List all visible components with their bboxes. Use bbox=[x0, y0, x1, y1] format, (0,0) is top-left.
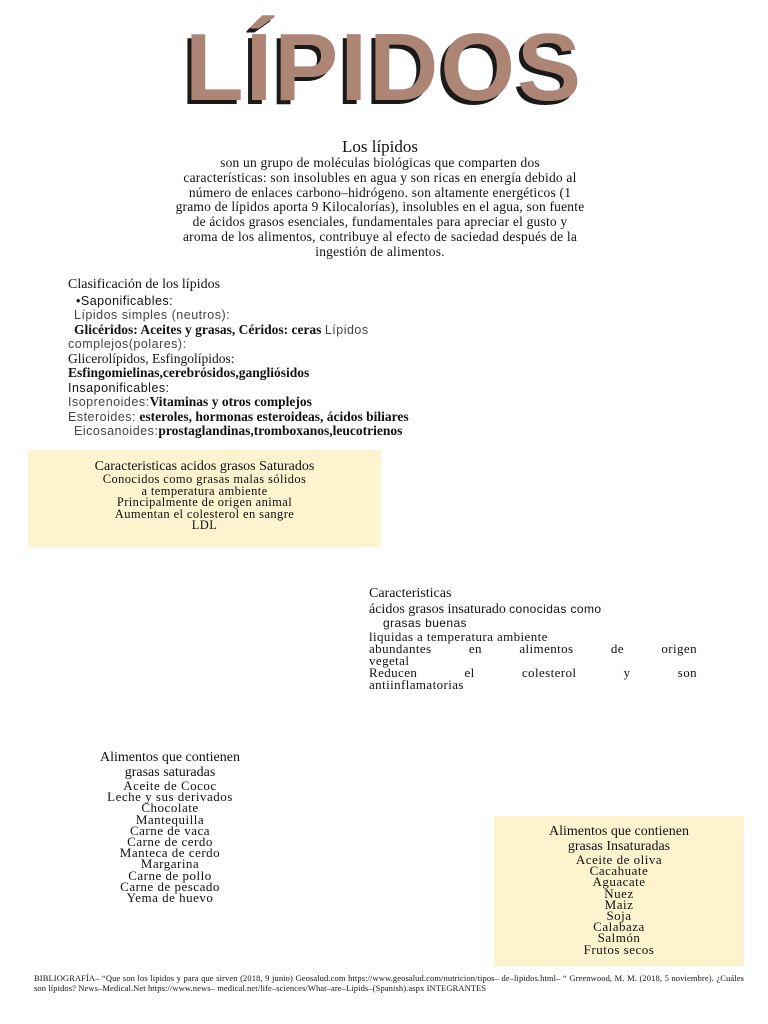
eicosanoides-line bbox=[68, 424, 628, 439]
list-item: Nuez bbox=[604, 885, 634, 901]
lipidos-tail-text: Lípidos bbox=[324, 322, 369, 337]
list-item: Margarina bbox=[140, 856, 200, 872]
list-item: Aceite de oliva bbox=[575, 852, 663, 867]
list-item: Carne de cerdo bbox=[127, 834, 213, 850]
intro-line: aroma de los alimentos, contribuye al efecto de saciedad después de la bbox=[182, 228, 578, 244]
unsaturated-foods-box bbox=[494, 816, 744, 966]
list-item: Manteca de cerdo bbox=[119, 845, 221, 861]
classification-section bbox=[68, 278, 628, 439]
list-item: Maiz bbox=[604, 896, 634, 912]
unsaturated-subheading: ácidos grasos insaturado bbox=[369, 602, 506, 617]
list-item: Soja bbox=[606, 908, 632, 924]
intro-line: ingestión de alimentos. bbox=[315, 243, 445, 259]
list-item: Aguacate bbox=[592, 874, 646, 890]
list-item: Carne de pescado bbox=[120, 878, 220, 894]
isoprenoides-label: Isoprenoides: bbox=[68, 395, 150, 409]
saturated-foods-list bbox=[40, 750, 300, 906]
unsaturated-line: vegetal bbox=[369, 653, 410, 668]
esteroides-label: Esteroides: bbox=[68, 409, 137, 424]
list-item: Calabaza bbox=[593, 919, 645, 935]
list-item: Cacahuate bbox=[589, 863, 649, 879]
list-item: Chocolate bbox=[141, 800, 199, 816]
complex-lipids-label: complejos(polares): bbox=[68, 337, 187, 351]
intro-line: gramo de lípidos aporta 9 Kilocalorías), insolubles en el agua, son fuente bbox=[175, 199, 585, 215]
saturated-box-line: Conocidos como grasas malas sólidos bbox=[102, 472, 307, 486]
list-item: Salmón bbox=[597, 930, 641, 946]
insaponificables-label: Insaponificables: bbox=[68, 380, 170, 395]
unsaturated-line: Reducen el colesterol y son bbox=[369, 665, 697, 680]
list-item: Yema de huevo bbox=[126, 890, 214, 906]
bibliography: BIBLIOGRAFÍA– “Que son los lipidos y para que sirven (2018, 9 junio) Geosalud.com https://www.geosalud.com/nutricion/tipos– de–lipidos.html– “ Greenwood, M. M. (2018, 5 noviembre). ¿Cuáles son lípidos? News–Medical.Net https://www.news– medical.net/life–sciences/What–are–Lipids–(Spanish).aspx INTEGRANTES bbox=[34, 973, 744, 993]
unsaturated-conocidas: conocidas como bbox=[509, 602, 602, 616]
intro-line: de ácidos grasos esenciales, fundamentales para apreciar el gusto y bbox=[192, 214, 568, 230]
saturated-box-line: Principalmente de origen animal bbox=[116, 495, 293, 510]
list-item: Mantequilla bbox=[135, 811, 205, 827]
glicerides-text: Glicéridos: Aceites y grasas, Céridos: ceras bbox=[74, 321, 322, 337]
esteroides-value: esteroles, hormonas esteroideas, ácidos biliares bbox=[139, 408, 409, 424]
esteroides-line bbox=[68, 410, 628, 425]
unsaturated-foods-heading: Alimentos que contienen bbox=[549, 824, 689, 839]
saturated-characteristics-box bbox=[28, 450, 381, 547]
eicosanoides-label: Eicosanoides: bbox=[74, 424, 159, 438]
saturated-box-heading: Caracteristicas acidos grasos Saturados bbox=[94, 459, 315, 474]
saturated-box-line: Aumentan el colesterol en sangre bbox=[114, 506, 295, 521]
list-item: Leche y sus derivados bbox=[107, 789, 233, 805]
simple-lipids-label: Lípidos simples (neutros): bbox=[74, 308, 231, 322]
unsaturated-line: abundantes en alimentos de origen bbox=[369, 641, 697, 656]
unsaturated-subheading-line bbox=[369, 601, 697, 617]
list-item: Carne de vaca bbox=[129, 822, 211, 838]
page-title: LÍPIDOS bbox=[184, 14, 584, 121]
classification-heading: Clasificación de los lípidos bbox=[68, 277, 221, 292]
isoprenoides-line bbox=[68, 395, 628, 410]
eicosanoides-value: prostaglandinas,tromboxanos,leucotrienos bbox=[158, 423, 403, 438]
saturated-box-line: LDL bbox=[191, 518, 218, 533]
unsaturated-buenas: grasas buenas bbox=[383, 616, 467, 630]
glicerides-line bbox=[68, 323, 628, 338]
list-item: Aceite de Cococ bbox=[123, 778, 217, 793]
esfingomielinas-line: Esfingomielinas,cerebrósidos,gangliósidos bbox=[68, 365, 310, 380]
intro-section bbox=[40, 138, 720, 260]
saturated-foods-heading: grasas saturadas bbox=[124, 765, 216, 780]
unsaturated-line: liquidas a temperatura ambiente bbox=[369, 629, 548, 644]
list-item: Carne de pollo bbox=[128, 867, 212, 883]
saturated-foods-heading: Alimentos que contienen bbox=[100, 750, 240, 765]
saponificables-label: •Saponificables: bbox=[76, 293, 174, 308]
unsaturated-line: antiinflamatorias bbox=[369, 677, 464, 692]
intro-line: características: son insolubles en agua y son ricas en energía debido al bbox=[183, 169, 577, 185]
saturated-box-line: a temperatura ambiente bbox=[141, 483, 268, 498]
list-item: Frutos secos bbox=[583, 941, 655, 957]
intro-line: son un grupo de moléculas biológicas que comparten dos bbox=[220, 155, 540, 170]
intro-heading: Los lípidos bbox=[341, 137, 419, 156]
isoprenoides-value: Vitaminas y otros complejos bbox=[149, 394, 312, 409]
unsaturated-foods-heading: grasas Insaturadas bbox=[567, 839, 671, 854]
unsaturated-characteristics bbox=[369, 586, 697, 691]
glicerolipidos-line: Glicerolípidos, Esfingolípidos: bbox=[68, 350, 235, 366]
intro-line: número de enlaces carbono–hidrógeno. son altamente energéticos (1 bbox=[188, 184, 572, 200]
unsaturated-heading: Caracteristicas bbox=[369, 586, 452, 601]
